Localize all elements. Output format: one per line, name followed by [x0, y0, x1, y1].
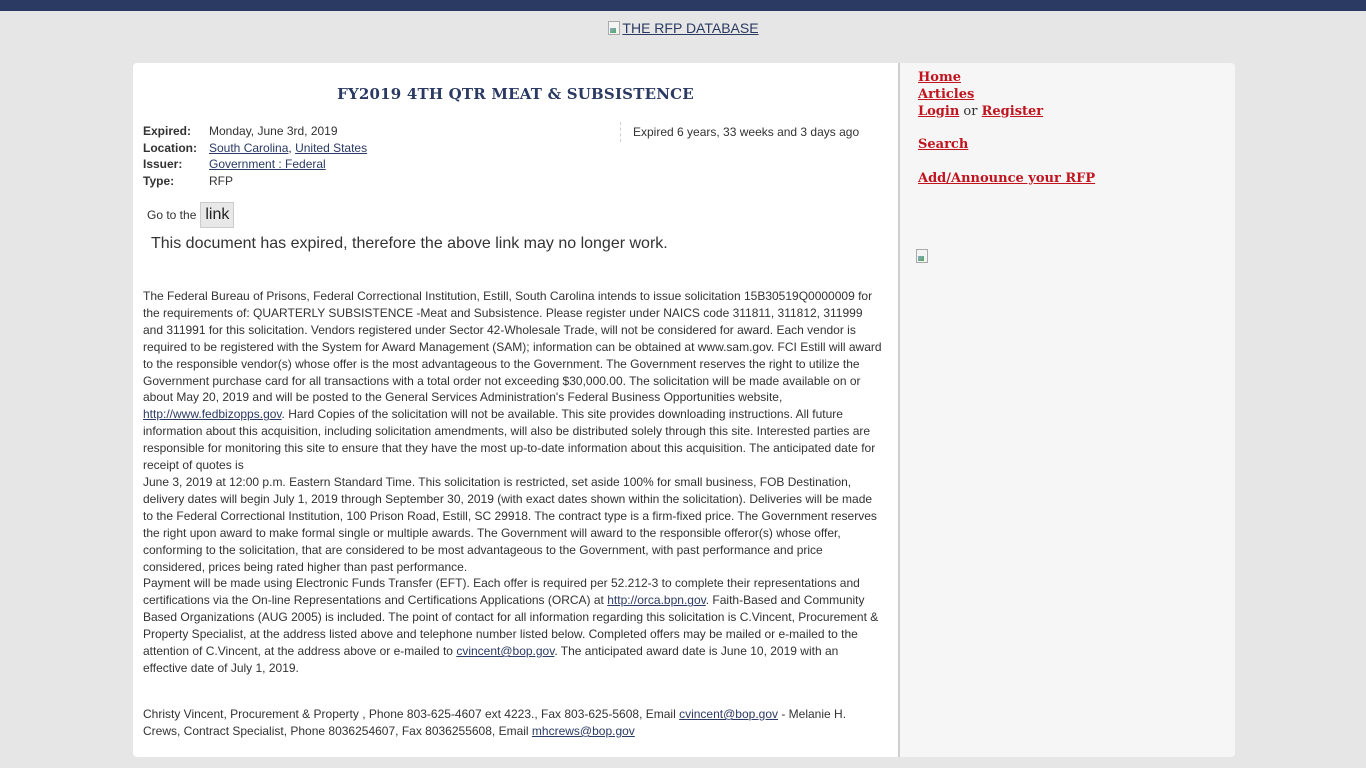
rfp-meta — [143, 123, 367, 189]
contact-info — [143, 706, 885, 740]
goto-link-row — [147, 202, 234, 228]
nav-articles-link[interactable]: Articles — [918, 86, 975, 102]
meta-expired — [143, 123, 367, 140]
top-bar — [0, 0, 1366, 11]
expired-note: This document has expired, therefore the above link may no longer work. — [151, 235, 668, 252]
text-span: Christy Vincent, Procurement & Property , Phone 803-625-4607 ext 4223., Fax 803-625-5608, Email — [143, 707, 680, 721]
contact-email-1-link[interactable]: cvincent@bop.gov — [679, 707, 778, 721]
text-span: . Faith-Based and Community Based Organizations (AUG 2005) is included. The point of contact for all information regarding this solicitation is C.Vincent, Procurement & Property Specialist, at the address listed above and telephone number listed below. Completed offers may be mailed or e-mailed to the attention of C.Vincent, at the address above or e-mailed to — [143, 593, 879, 659]
meta-value — [209, 140, 367, 157]
nav-add-rfp-link[interactable]: Add/Announce your RFP — [918, 171, 1096, 187]
spacer — [918, 154, 1095, 171]
issuer-link[interactable]: Government : Federal — [209, 157, 326, 172]
text-span: Payment will be made using Electronic Funds Transfer (EFT). Each offer is required per 52.212-3 to complete their representations and certifications via the On-line Representations and Certifications Applications (ORCA) at — [143, 576, 860, 608]
sidebar-nav — [918, 70, 1095, 188]
nav-home-link[interactable]: Home — [918, 70, 961, 85]
meta-issuer — [143, 156, 367, 173]
meta-value: Monday, June 3rd, 2019 — [209, 124, 338, 138]
main-content — [133, 63, 898, 757]
nav-search-link[interactable]: Search — [918, 137, 969, 153]
meta-label: Location: — [143, 140, 197, 155]
contact-email-2-link[interactable]: mhcrews@bop.gov — [531, 723, 635, 738]
meta-label: Type: — [143, 173, 175, 188]
spacer — [918, 120, 1095, 137]
meta-value — [209, 156, 326, 173]
meta-type — [143, 173, 367, 190]
broken-image-icon — [607, 20, 621, 36]
fedbizopps-link[interactable]: http://www.fedbizopps.gov — [143, 407, 282, 422]
expired-ago-text: Expired 6 years, 33 weeks and 3 days ago — [620, 122, 859, 142]
logo-link[interactable] — [607, 20, 758, 36]
meta-label: Issuer: — [143, 157, 183, 172]
broken-image-icon — [915, 248, 929, 264]
meta-label: Expired: — [143, 124, 192, 138]
text-span: . Hard Copies of the solicitation will not be available. This site provides downloading instructions. All future information about this acquisition, including solicitation amendments, will also be distributed solely through this site. Interested parties are responsible for monitoring this site to ensure that they have the most up-to-date information about this acquisition. The anticipated date for receipt of quotes is — [143, 407, 876, 473]
nav-login-link[interactable]: Login — [918, 103, 960, 119]
text-span: The Federal Bureau of Prisons, Federal Correctional Institution, Estill, South Carolina intends to issue solicitation 15B30519Q0000009 for the requirements of: QUARTERLY SUBSISTENCE -Meat and Subsistence. Please register under NAICS code 311811, 311812, 311999 and 311991 for this solicitation. Vendors registered under Sector 42-Wholesale Trade, will not be considered for award. Each vendor is required to be registered with the System for Award Management (SAM); information can be obtained at www.sam.gov. FCI Estill will award to the responsible vendor(s) whose offer is the most advantageous to the Government. The Government reserves the right to utilize the Government purchase card for all transactions with a total order not exceeding $30,000.00. The solicitation will be made available on or about May 20, 2019 and will be posted to the General Services Administration's Federal Business Opportunities website, — [143, 289, 882, 405]
orca-link[interactable]: http://orca.bpn.gov — [607, 593, 706, 608]
goto-prefix: Go to the — [147, 208, 197, 222]
content-container — [133, 63, 1233, 757]
sidebar — [898, 63, 1235, 757]
description-paragraph — [143, 575, 885, 676]
meta-value: RFP — [209, 173, 233, 188]
logo-alt-text: THE RFP DATABASE — [622, 20, 759, 36]
goto-link-button[interactable]: link — [200, 202, 234, 228]
page-title: FY2019 4TH QTR MEAT & SUBSISTENCE — [337, 85, 694, 103]
text-span: - Melanie H. Crews, Contract Specialist, Phone 8036254607, Fax 8036255608, Email — [143, 707, 847, 738]
cvincent-email-link[interactable]: cvincent@bop.gov — [456, 644, 555, 659]
description-paragraph: June 3, 2019 at 12:00 p.m. Eastern Standard Time. This solicitation is restricted, set aside 100% for small business, FOB Destination, delivery dates will begin July 1, 2019 through September 30, 2019 (with exact dates shown within the solicitation). Deliveries will be made to the Federal Correctional Institution, 100 Prison Road, Estill, SC 29918. The contract type is a firm-fixed price. The Government reserves the right upon award to make formal single or multiple awards. The Government will award to the responsible offeror(s) whose offer, conforming to the solicitation, that are considered to be most advantageous to the Government, with past performance and price considered, prices being rated higher than past performance. — [143, 474, 877, 574]
header — [0, 20, 1366, 41]
rfp-description — [143, 288, 885, 677]
location-country-link[interactable]: United States — [295, 140, 368, 155]
description-paragraph — [143, 288, 885, 474]
or-text: or — [959, 103, 982, 119]
location-state-link[interactable]: South Carolina — [209, 140, 289, 155]
meta-location — [143, 140, 367, 157]
text-span: . The anticipated award date is June 10, 2019 with an effective date of July 1, 2019. — [143, 644, 839, 675]
location-separator: , — [288, 140, 296, 155]
nav-register-link[interactable]: Register — [981, 103, 1044, 119]
